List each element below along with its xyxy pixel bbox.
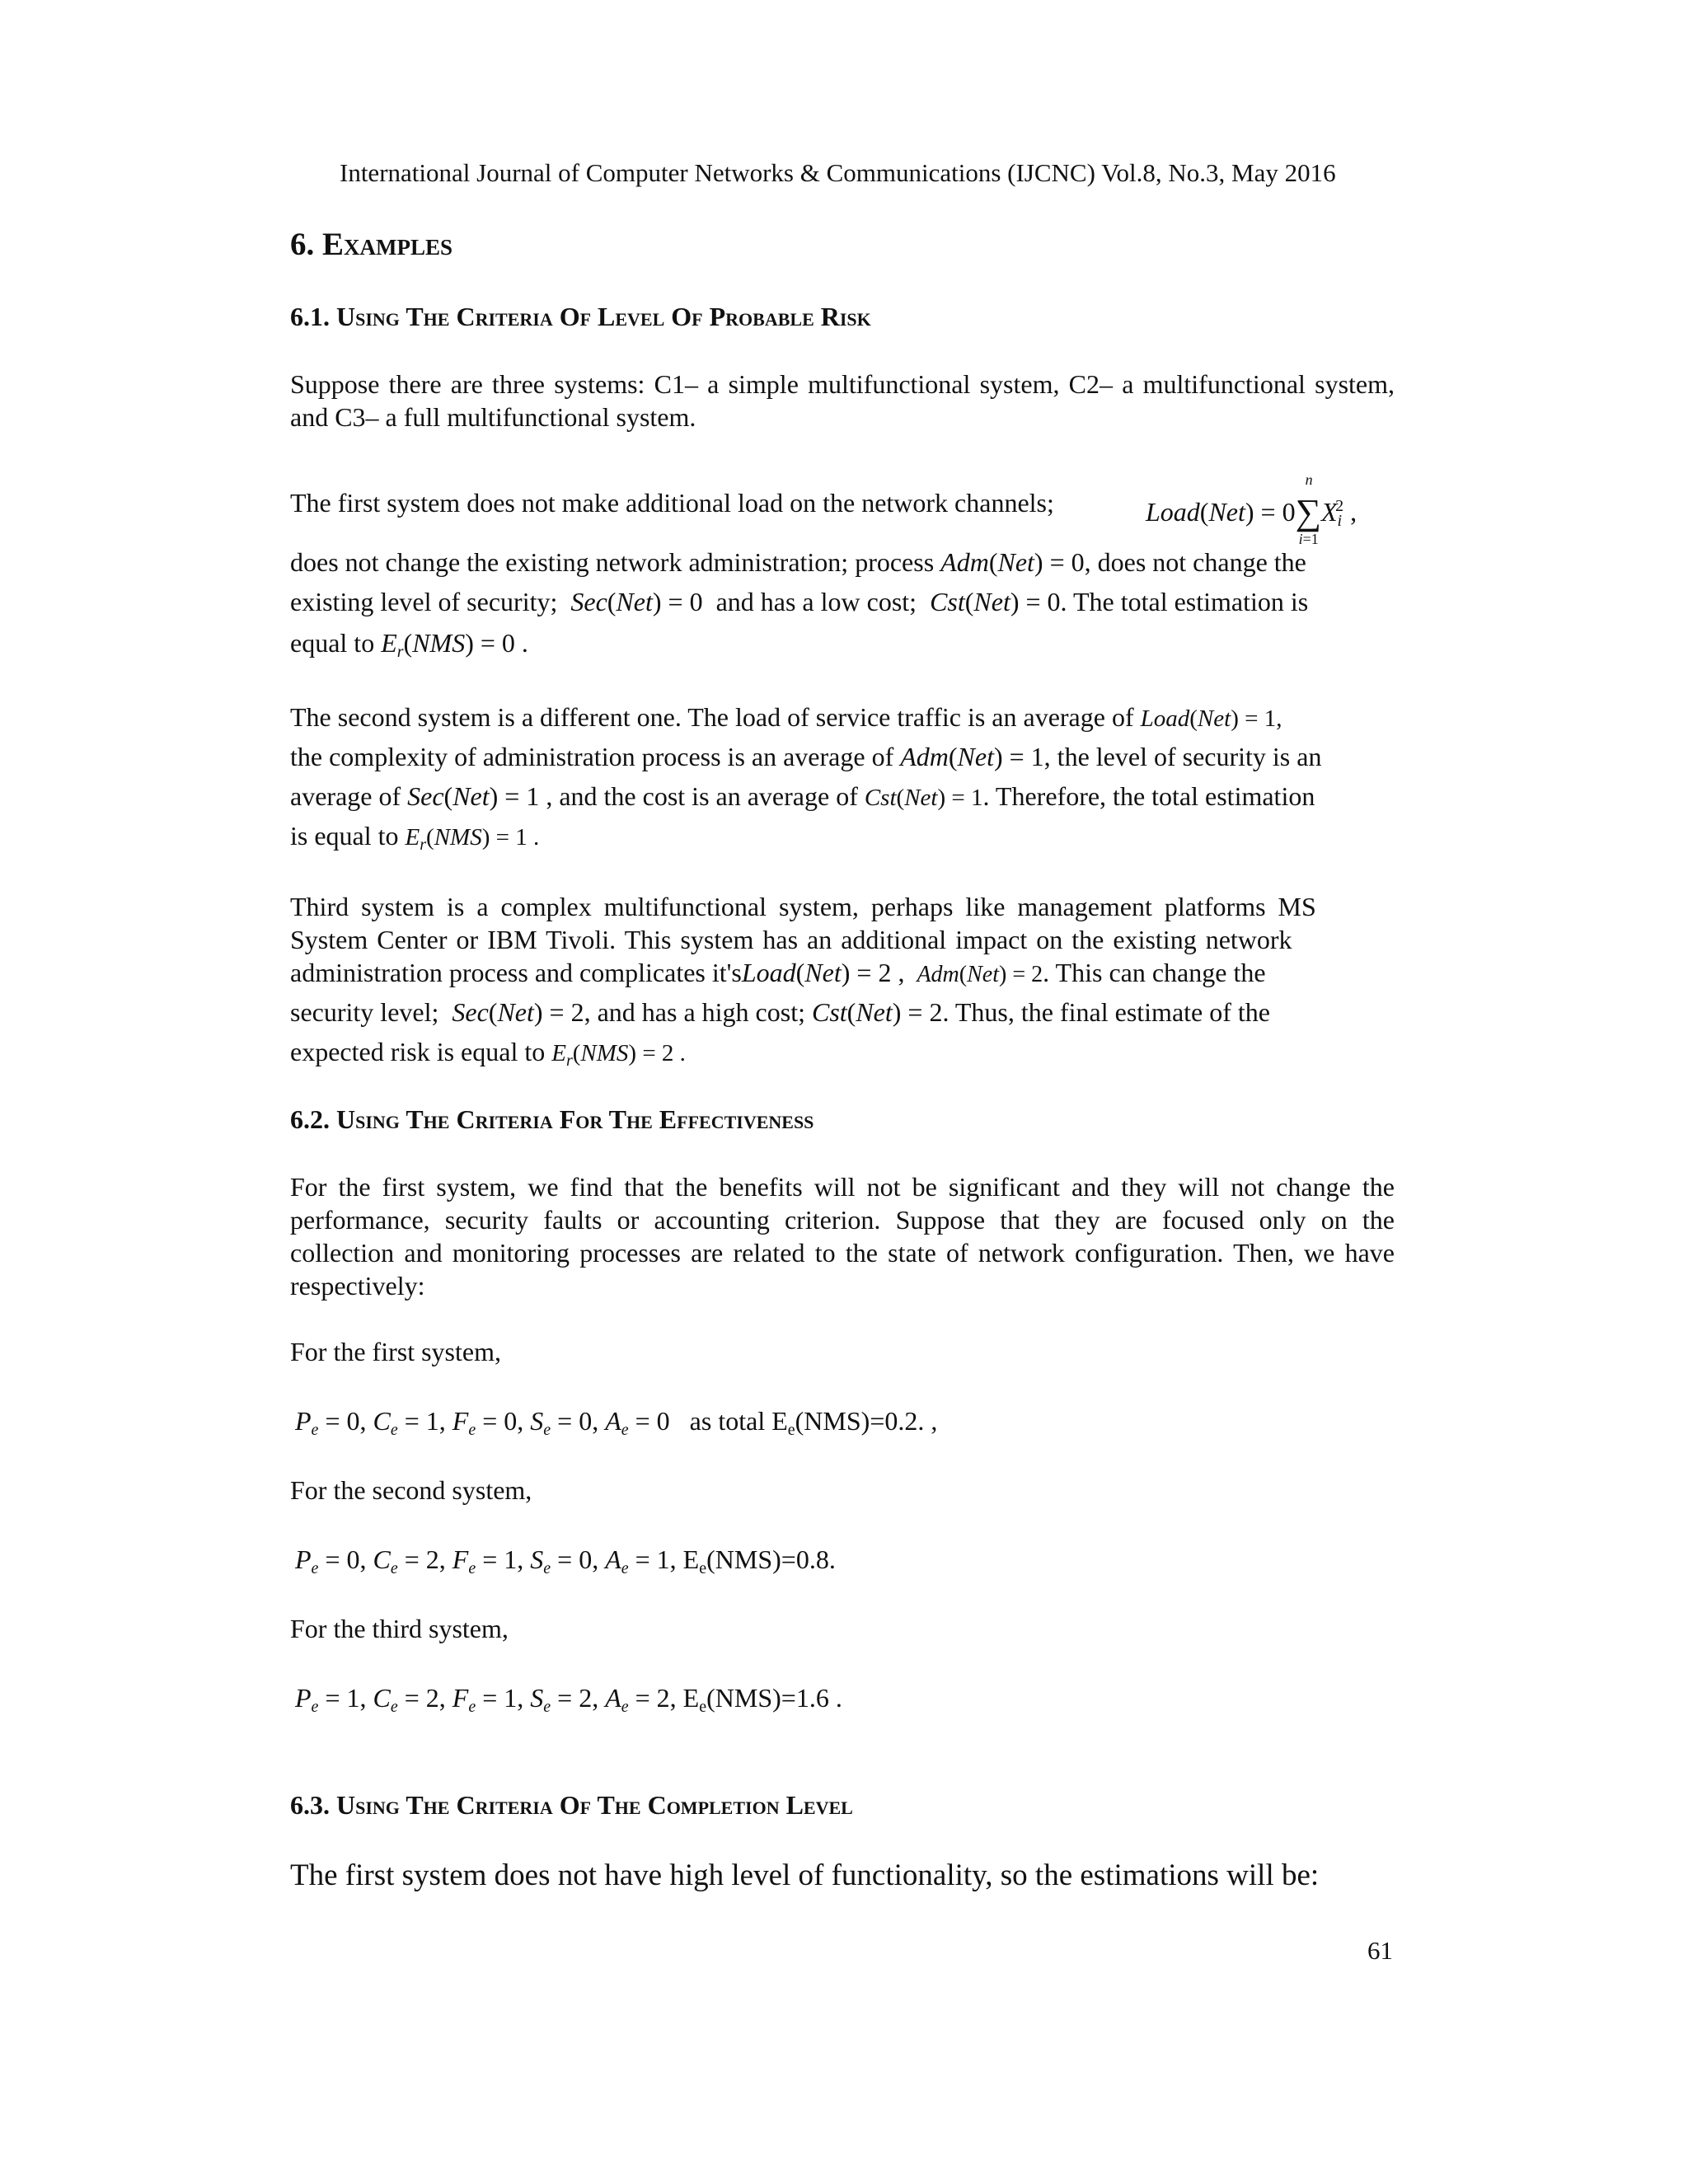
paragraph-third-system-line3 — [290, 958, 1395, 988]
text-segment: average of — [290, 781, 401, 811]
text-segment: . The total estimation is — [1060, 587, 1309, 616]
formula-sec-zero: Sec(Net) = 0 — [570, 587, 710, 616]
formula-er-two: $E_r(NMS) = 2$ . — [551, 1040, 686, 1070]
text-segment: , the level of security is an — [1043, 742, 1322, 771]
text-segment: , and the cost is an average of — [546, 781, 858, 811]
text-segment: . This can change the — [1043, 958, 1266, 987]
formula-sec-two: Sec(Net) = 2 — [452, 997, 584, 1027]
formula-cst-zero: Cst(Net) = 0 — [930, 587, 1061, 616]
paragraph-three-systems: Suppose there are three systems: C1– a simple multifunctional system, C2– a multifunctional system, and C3– a full multifunctional system. — [290, 369, 1395, 432]
formula-cst-two: Cst(Net) = 2 — [811, 997, 943, 1027]
text-segment: (NMS)=0.8. — [706, 1544, 836, 1574]
text-segment: existing level of security; — [290, 587, 558, 616]
formula-adm-two: Adm(Net) = 2 — [917, 962, 1043, 987]
text-segment: The first system does not make additional load on the network channels; — [290, 488, 1054, 518]
formula-adm-one: Adm(Net) = 1 — [900, 742, 1044, 771]
text-segment: , does not change the — [1084, 547, 1306, 577]
paragraph-third-system-line5 — [290, 1037, 1395, 1071]
page-number: 61 — [1367, 1936, 1393, 1965]
paragraph-second-system-line2 — [290, 742, 1395, 772]
text-segment: Third system is a complex multifunctional system, perhaps like management platforms MS — [290, 892, 1316, 921]
text-segment: and has a low cost; — [715, 587, 917, 616]
label-third-system: For the third system, — [290, 1614, 509, 1643]
formula-sec-one: Sec(Net) = 1 — [407, 781, 540, 811]
text-segment: . Thus, the final estimate of the — [942, 997, 1270, 1027]
paragraph-third-system-line4 — [290, 997, 1395, 1028]
subsection-heading-6-1: 6.1. Using The Criteria Of Level Of Probable Risk — [290, 302, 871, 331]
text-segment: The second system is a different one. The load of service traffic is an average of — [290, 702, 1134, 732]
text-segment: security level; — [290, 997, 439, 1027]
text-segment: administration process and complicates it's — [290, 958, 742, 987]
label-first-system: For the first system, — [290, 1337, 501, 1366]
paragraph-first-system-line3 — [290, 587, 1395, 617]
formula-er-one: $E_r(NMS) = 1$ . — [405, 824, 540, 854]
paragraph-first-system-line1 — [290, 471, 1395, 547]
text-segment: , and has a high cost; — [584, 997, 805, 1027]
section-heading: 6. Examples — [290, 227, 453, 262]
formula-adm-zero: Adm(Net) = 0 — [940, 547, 1085, 577]
paragraph-second-system-line1 — [290, 702, 1395, 733]
paragraph-effectiveness: For the first system, we find that the benefits will not be significant and they will not change the performance, security faults or accounting criterion. Suppose that they are focused only on the collection and monitoring processes are related to the state of network configuration. Then, we have respectively: — [290, 1172, 1395, 1301]
paragraph-second-system-line4 — [290, 821, 1395, 855]
label-second-system: For the second system, — [290, 1475, 532, 1505]
text-segment: equal to — [290, 628, 375, 658]
text-segment: is equal to — [290, 821, 399, 851]
paragraph-third-system-line2 — [290, 925, 1395, 955]
running-header: International Journal of Computer Networks & Communications (IJCNC) Vol.8, No.3, May 2016 — [340, 158, 1336, 187]
subsection-heading-6-3: 6.3. Using The Criteria Of The Completion Level — [290, 1790, 853, 1820]
text-segment: (NMS)=0.2. , — [795, 1406, 938, 1436]
paragraph-third-system-line1 — [290, 892, 1395, 922]
equation-first-system: $P_e = 0$, $C_e = 1$, $F_e = 0$, $S_e = 0$, $A_e = 0$ as total $E_e(NMS)=0.2$. , — [295, 1406, 938, 1439]
formula-load-two: Load(Net) = 2 , — [741, 958, 905, 987]
equation-third-system: $P_e = 1$, $C_e = 2$, $F_e = 1$, $S_e = 2$, $A_e = 2$, $E_e(NMS)=1.6$ . — [295, 1683, 842, 1716]
text-segment: does not change the existing network administration; process — [290, 547, 935, 577]
formula-load-zero: Load(Net) = 0∑ n i=1 $X_i^2$ , — [1146, 471, 1357, 547]
text-segment: expected risk is equal to — [290, 1037, 546, 1066]
sum-symbol: ∑ n i=1 — [1295, 471, 1321, 547]
equation-second-system: $P_e = 0$, $C_e = 2$, $F_e = 1$, $S_e = 0$, $A_e = 1$, $E_e(NMS)=0.8$. — [295, 1544, 836, 1577]
subsection-heading-6-2: 6.2. Using The Criteria For The Effectiveness — [290, 1104, 814, 1134]
paragraph-first-system-line4 — [290, 628, 1395, 662]
paragraph-first-system-line2 — [290, 547, 1395, 578]
text-segment: (NMS)=1.6 . — [706, 1683, 842, 1713]
formula-load-one: Load(Net) = 1, — [1140, 705, 1282, 732]
formula-er-zero: $E_r(NMS) = 0$ . — [381, 628, 528, 661]
text-segment: the complexity of administration process is an average of — [290, 742, 894, 771]
paragraph-completion-level: The first system does not have high level of functionality, so the estimations will be: — [290, 1858, 1320, 1892]
text-segment: as total E — [689, 1406, 788, 1436]
text-segment: . Therefore, the total estimation — [982, 781, 1315, 811]
paragraph-second-system-line3 — [290, 781, 1395, 812]
formula-cst-one: Cst(Net) = 1 — [864, 785, 983, 811]
text-segment: System Center or IBM Tivoli. This system has an additional impact on the existing network — [290, 925, 1292, 954]
